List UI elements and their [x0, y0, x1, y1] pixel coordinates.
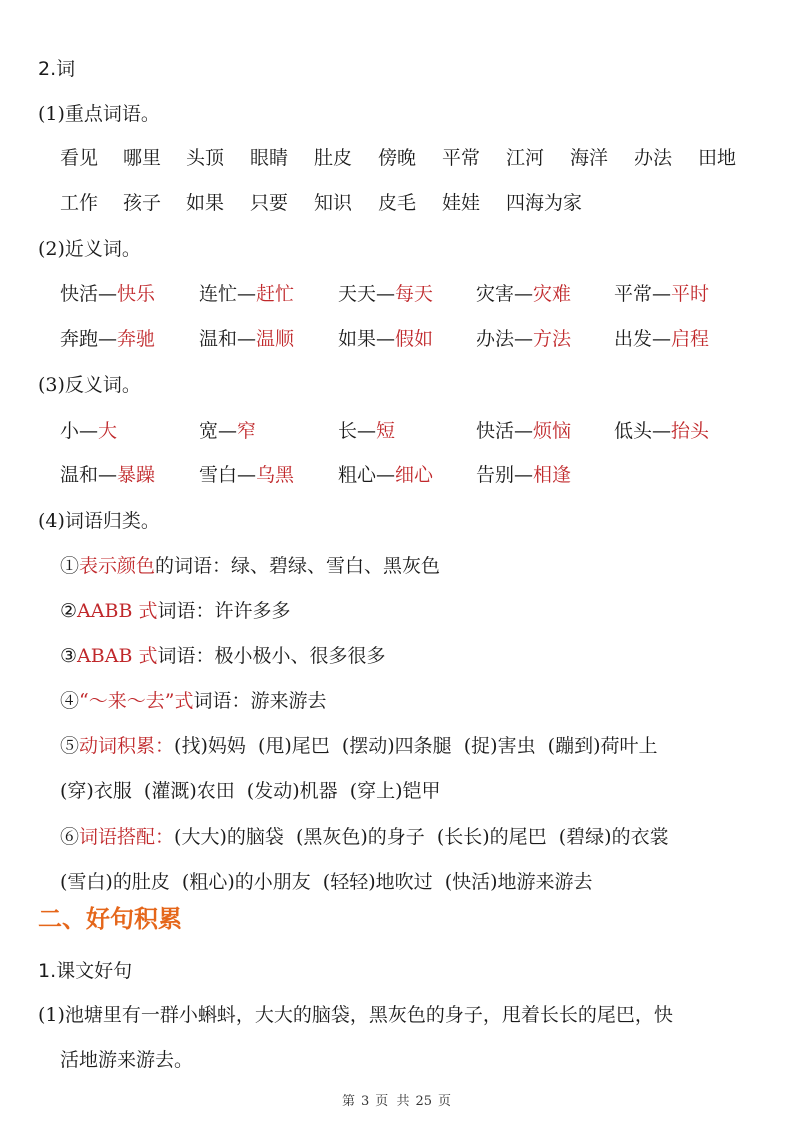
antonym-pair	[476, 418, 571, 444]
synonym-pair	[476, 281, 571, 307]
dash: —	[79, 420, 99, 442]
antonym-answer: 大	[98, 420, 118, 442]
key-word: 知识	[314, 192, 353, 214]
synonym-answer: 假如	[395, 328, 434, 350]
antonym-pair	[60, 418, 117, 444]
item-number: ②	[60, 600, 78, 622]
synonym-pair	[199, 326, 294, 352]
key-word: 平常	[442, 147, 481, 169]
classification-item-5	[60, 733, 658, 759]
antonym-answer: 短	[376, 420, 396, 442]
item-label: AABB 式	[77, 600, 158, 622]
synonym-word: 连忙	[199, 283, 238, 305]
dash: —	[514, 283, 534, 305]
dash: —	[514, 464, 534, 486]
classification-item-6-line-2: (雪白)的肚皮 (粗心)的小朋友 (轻轻)地吹过 (快活)地游来游去	[60, 871, 593, 893]
dash: —	[652, 420, 672, 442]
key-word: 娃娃	[442, 192, 481, 214]
sentence-1-line-1: (1)池塘里有一群小蝌蚪，大大的脑袋，黑灰色的身子，甩着长长的尾巴，快	[38, 1004, 673, 1026]
classification-item-4	[60, 688, 326, 714]
antonym-pair	[60, 462, 155, 488]
item-text: (大大)的脑袋 (黑灰色)的身子 (长长)的尾巴 (碧绿)的衣裳	[174, 826, 669, 848]
synonym-pair	[338, 326, 433, 352]
antonym-word: 长	[338, 420, 358, 442]
synonym-pair	[60, 326, 155, 352]
footer-prefix: 第	[341, 1094, 355, 1109]
antonym-answer: 窄	[237, 420, 257, 442]
synonym-pair	[338, 281, 433, 307]
antonym-answer: 暴躁	[117, 464, 156, 486]
item-number: ⑤	[60, 735, 80, 757]
key-word: 办法	[634, 147, 673, 169]
item-number: ⑥	[60, 826, 80, 848]
item-label: 表示颜色	[79, 555, 156, 577]
synonym-pair	[60, 281, 155, 307]
item-label: “～来～去”式	[79, 690, 194, 712]
dash: —	[652, 283, 672, 305]
key-word: 工作	[60, 192, 99, 214]
item-number: ③	[60, 645, 78, 667]
item-number: ④	[60, 690, 80, 712]
antonym-answer: 相逢	[533, 464, 572, 486]
dash: —	[98, 464, 118, 486]
key-word: 孩子	[123, 192, 162, 214]
item-text: 的词语：绿、碧绿、雪白、黑灰色	[155, 555, 441, 577]
antonym-word: 宽	[199, 420, 219, 442]
footer-page-number: 3	[360, 1094, 370, 1109]
key-word: 看见	[60, 147, 99, 169]
key-word: 四海为家	[506, 192, 583, 214]
synonym-word: 奔跑	[60, 328, 99, 350]
antonym-answer: 烦恼	[533, 420, 572, 442]
synonym-answer: 平时	[671, 283, 710, 305]
antonym-pair	[476, 462, 571, 488]
antonym-answer: 乌黑	[256, 464, 295, 486]
item-text: 词语：游来游去	[193, 690, 327, 712]
key-word: 头顶	[186, 147, 225, 169]
dash: —	[98, 328, 118, 350]
antonym-word: 快活	[476, 420, 515, 442]
key-word: 哪里	[123, 147, 162, 169]
item-text: 词语：极小极小、很多很多	[157, 645, 386, 667]
synonym-answer: 灾难	[533, 283, 572, 305]
synonym-word: 快活	[60, 283, 99, 305]
synonym-word: 天天	[338, 283, 377, 305]
footer-suffix: 页	[438, 1094, 452, 1109]
item-text: 词语：许许多多	[157, 600, 291, 622]
synonym-pair	[476, 326, 571, 352]
antonym-pair	[614, 418, 709, 444]
page-footer	[0, 1090, 793, 1109]
antonym-answer: 抬头	[671, 420, 710, 442]
key-word: 傍晚	[378, 147, 417, 169]
classification-item-3	[60, 643, 385, 669]
synonym-answer: 奔驰	[117, 328, 156, 350]
subsection-title-text-sentences: 1.课文好句	[38, 960, 133, 982]
key-word: 眼睛	[250, 147, 289, 169]
classification-item-5-line-2: (穿)衣服 (灌溉)农田 (发动)机器 (穿上)铠甲	[60, 780, 441, 802]
antonym-word: 雪白	[199, 464, 238, 486]
dash: —	[376, 283, 396, 305]
item-text: (找)妈妈 (甩)尾巴 (摆动)四条腿 (捉)害虫 (蹦到)荷叶上	[174, 735, 658, 757]
synonym-word: 办法	[476, 328, 515, 350]
key-words-heading: (1)重点词语。	[38, 103, 160, 125]
dash: —	[237, 328, 257, 350]
synonym-answer: 方法	[533, 328, 572, 350]
antonym-word: 温和	[60, 464, 99, 486]
synonym-word: 温和	[199, 328, 238, 350]
synonym-answer: 快乐	[117, 283, 156, 305]
key-word: 只要	[250, 192, 289, 214]
synonym-pair	[199, 281, 294, 307]
item-label: 动词积累	[79, 735, 156, 757]
dash: —	[218, 420, 238, 442]
antonym-word: 小	[60, 420, 80, 442]
synonyms-heading: (2)近义词。	[38, 238, 141, 260]
classification-item-6	[60, 824, 669, 850]
section-heading-sentences: 二、好句积累	[38, 905, 182, 933]
footer-mid: 页 共	[375, 1094, 410, 1109]
synonym-word: 出发	[614, 328, 653, 350]
dash: —	[237, 464, 257, 486]
antonym-word: 低头	[614, 420, 653, 442]
item-label: ABAB 式	[77, 645, 158, 667]
section-title-words: 2.词	[38, 58, 76, 80]
classification-heading: (4)词语归类。	[38, 510, 160, 532]
key-word: 江河	[506, 147, 545, 169]
synonym-answer: 温顺	[256, 328, 295, 350]
item-colon: ：	[155, 735, 175, 757]
footer-total-pages: 25	[415, 1094, 433, 1109]
item-colon: ：	[155, 826, 175, 848]
key-word: 海洋	[570, 147, 609, 169]
item-number: ①	[60, 555, 80, 577]
dash: —	[237, 283, 257, 305]
antonym-word: 告别	[476, 464, 515, 486]
synonym-pair	[614, 281, 709, 307]
antonym-pair	[338, 462, 433, 488]
antonym-pair	[199, 462, 294, 488]
dash: —	[514, 420, 534, 442]
dash: —	[376, 464, 396, 486]
dash: —	[652, 328, 672, 350]
classification-item-2	[60, 598, 290, 624]
antonym-pair	[199, 418, 256, 444]
synonym-word: 如果	[338, 328, 377, 350]
dash: —	[514, 328, 534, 350]
antonym-answer: 细心	[395, 464, 434, 486]
key-word: 皮毛	[378, 192, 417, 214]
antonym-pair	[338, 418, 395, 444]
key-word: 如果	[186, 192, 225, 214]
dash: —	[376, 328, 396, 350]
synonym-answer: 赶忙	[256, 283, 295, 305]
key-word: 田地	[698, 147, 737, 169]
antonyms-heading: (3)反义词。	[38, 374, 141, 396]
synonym-word: 平常	[614, 283, 653, 305]
dash: —	[98, 283, 118, 305]
classification-item-1	[60, 553, 440, 579]
dash: —	[357, 420, 377, 442]
synonym-word: 灾害	[476, 283, 515, 305]
synonym-answer: 每天	[395, 283, 434, 305]
sentence-1-line-2: 活地游来游去。	[60, 1049, 194, 1071]
key-word: 肚皮	[314, 147, 353, 169]
antonym-word: 粗心	[338, 464, 377, 486]
synonym-answer: 启程	[671, 328, 710, 350]
synonym-pair	[614, 326, 709, 352]
item-label: 词语搭配	[79, 826, 156, 848]
